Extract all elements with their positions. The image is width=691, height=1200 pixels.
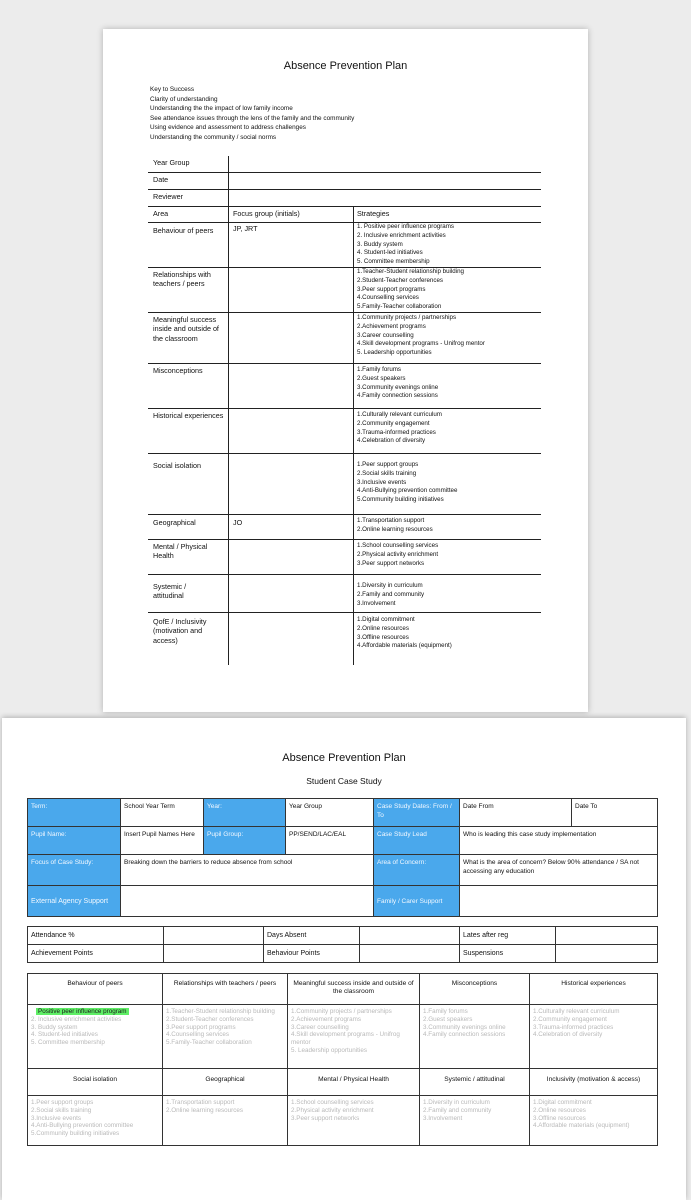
strategies-header: Strategies [357, 209, 390, 218]
area-heading: Behaviour of peers [28, 974, 163, 1005]
strategy: 3.Career counselling [291, 1023, 349, 1031]
strategy: 4.Anti-Bullying prevention committee [357, 487, 458, 495]
intro-line: See attendance issues through the lens of the family and the community [150, 114, 355, 122]
area-heading: Misconceptions [420, 974, 530, 1005]
strategy: 2.Achievement programs [291, 1015, 361, 1023]
strategy: 5. Leadership opportunities [291, 1046, 367, 1054]
strategy: 2. Inclusive enrichment activities [357, 231, 446, 239]
days-absent-value[interactable] [360, 927, 460, 945]
intro-line: Understanding the community / social norms [150, 133, 277, 141]
family-label: Family / Carer Support [374, 886, 460, 917]
area-name: Misconceptions [153, 366, 203, 375]
area-heading: Geographical [163, 1069, 288, 1096]
strategy: 4.Family connection sessions [423, 1031, 506, 1039]
strategy: 5.Family-Teacher collaboration [166, 1039, 252, 1047]
suspensions-value[interactable] [556, 945, 658, 963]
strategy: 2.Online resources [357, 624, 409, 632]
area-name: Meaningful success inside and outside of the classroom [153, 315, 219, 343]
reviewer-label: Reviewer [153, 192, 183, 201]
strategy: 4.Family connection sessions [357, 392, 438, 400]
focus-initials: JP, JRT [233, 224, 258, 233]
attendance-stats-table [27, 926, 658, 963]
strategy: 1.Digital commitment [357, 616, 415, 623]
strategy: 3.Peer support programs [357, 285, 426, 293]
strategy: 4.Affordable materials (equipment) [533, 1122, 630, 1130]
strategy: 3.Career counselling [357, 331, 414, 339]
behaviour-value[interactable] [360, 945, 460, 963]
term-value[interactable]: School Year Term [121, 799, 204, 827]
concern-value[interactable]: What is the area of concern? Below 90% attendance / SA not accessing any education [460, 855, 658, 886]
strategy: 1.School counselling services [291, 1099, 374, 1106]
strategy: 2.Family and community [423, 1106, 492, 1114]
area-name: QofE / Inclusivity (motivation and access) [153, 617, 207, 645]
strategy: 3.Community evenings online [357, 383, 439, 391]
strategy: 3.Trauma-informed practices [357, 428, 436, 436]
strategy: 2.Guest speakers [423, 1015, 473, 1023]
area-strategies [163, 1096, 288, 1146]
concern-label: Area of Concern: [374, 855, 460, 886]
dates-label: Case Study Dates: From / To [374, 799, 460, 827]
strategy: 1.Teacher-Student relationship building [166, 1008, 275, 1015]
strategy: 5. Committee membership [31, 1039, 105, 1047]
area-heading: Relationships with teachers / peers [163, 974, 288, 1005]
strategy: 5. Committee membership [357, 258, 430, 266]
area-name: Social isolation [153, 461, 201, 470]
strategy: 3.Inclusive events [357, 478, 407, 486]
case-study-title: Absence Prevention Plan [282, 752, 406, 764]
strategy: 1.Community projects / partnerships [357, 314, 457, 321]
date-from[interactable]: Date From [460, 799, 572, 827]
lates-value[interactable] [556, 927, 658, 945]
year-label: Year: [204, 799, 286, 827]
suspensions-label: Suspensions [460, 945, 556, 963]
strategy: 1.Culturally relevant curriculum [357, 411, 442, 418]
strategy: 4.Celebration of diversity [357, 437, 426, 445]
intro-line: Key to Success [150, 86, 195, 93]
area-heading: Social isolation [28, 1069, 163, 1096]
strategy: 1.Transportation support [166, 1099, 235, 1106]
area-heading: Systemic / attitudinal [420, 1069, 530, 1096]
strategy: 1.Family forums [357, 366, 402, 373]
strategy: 2.Student-Teacher conferences [357, 276, 443, 284]
strategy: 3.Offline resources [357, 633, 409, 641]
area-heading: Mental / Physical Health [288, 1069, 420, 1096]
strategy: 2. Inclusive enrichment activities [31, 1015, 122, 1023]
focus-label: Focus of Case Study: [28, 855, 121, 886]
strategy: 4.Celebration of diversity [533, 1031, 603, 1039]
case-study-subtitle: Student Case Study [306, 776, 382, 786]
year-value[interactable]: Year Group [286, 799, 374, 827]
strategy: 3.Community evenings online [423, 1023, 506, 1031]
strategy: 1.Teacher-Student relationship building [357, 268, 464, 275]
lates-label: Lates after reg [460, 927, 556, 945]
strategy: 5.Community building initiatives [357, 496, 444, 504]
strategy: 2.Community engagement [357, 419, 430, 427]
area-strategies [530, 1096, 658, 1146]
strategy: 1.Diversity in curriculum [357, 582, 423, 589]
area-heading: Inclusivity (motivation & access) [530, 1069, 658, 1096]
family-value[interactable] [460, 886, 658, 917]
area-strategies [288, 1005, 420, 1069]
area-name: Relationships with teachers / peers [153, 270, 211, 289]
strategy: 2.Social skills training [357, 469, 417, 477]
strategy: 3.Inclusive events [31, 1114, 82, 1122]
term-label: Term: [28, 799, 121, 827]
area-strategies [530, 1005, 658, 1069]
strategy: 4.Anti-Bullying prevention committee [31, 1122, 134, 1130]
strategy: 1.Peer support groups [31, 1099, 94, 1106]
strategy: 2.Family and community [357, 590, 425, 598]
date-to[interactable]: Date To [572, 799, 658, 827]
strategy: 3.Involvement [423, 1114, 463, 1122]
strategy: 1.Transportation support [357, 517, 425, 524]
area-strategies [420, 1005, 530, 1069]
area-strategies [163, 1005, 288, 1069]
strategy: 1. Positive peer influence programs [357, 223, 454, 230]
strategy: 2.Guest speakers [357, 374, 406, 382]
strategy: 4.Affordable materials (equipment) [357, 642, 452, 650]
area-name: Historical experiences [153, 411, 224, 420]
strategy: 3.Trauma-informed practices [533, 1023, 614, 1031]
plan-title: Absence Prevention Plan [283, 60, 408, 72]
highlighted-strategy: Positive peer influence program [38, 1008, 127, 1015]
strategy: 3.Offline resources [533, 1114, 586, 1122]
area-strategies [28, 1005, 163, 1069]
agency-label: External Agency Support [28, 886, 121, 917]
strategy: 1.Culturally relevant curriculum [533, 1008, 620, 1015]
attendance-value[interactable] [164, 927, 264, 945]
areas-table [27, 973, 658, 1146]
area-name: Mental / Physical Health [153, 542, 208, 561]
case-study-info-table [27, 798, 658, 917]
plan-page [103, 29, 588, 712]
days-absent-label: Days Absent [264, 927, 360, 945]
behaviour-label: Behaviour Points [264, 945, 360, 963]
strategy: 3.Peer support networks [291, 1114, 360, 1122]
strategy: 1.Peer support groups [357, 461, 419, 468]
strategy: 3. Buddy system [31, 1023, 78, 1031]
strategy: 1.Digital commitment [533, 1099, 592, 1106]
strategy: 5.Family-Teacher collaboration [357, 303, 442, 311]
strategy: 2.Social skills training [31, 1106, 92, 1114]
strategy-list [357, 366, 438, 401]
strategy: 3.Involvement [357, 599, 396, 607]
strategy: 1.School counselling services [357, 542, 439, 549]
strategy: 4. Student-led initiatives [31, 1031, 98, 1039]
focus-header: Focus group (initials) [233, 209, 300, 218]
intro-line: Clarity of understanding [150, 95, 218, 103]
strategy: 2.Online learning resources [166, 1106, 244, 1114]
strategy-list [357, 461, 457, 505]
lead-label: Case Study Lead [374, 827, 460, 855]
strategy-list [357, 223, 454, 267]
agency-value[interactable] [121, 886, 374, 917]
strategy-list [357, 411, 442, 446]
strategy: 4.Counselling services [357, 294, 419, 302]
area-name: Systemic / attitudinal [153, 582, 187, 601]
pupil-name-label: Pupil Name: [28, 827, 121, 855]
strategy: 2.Student-Teacher conferences [166, 1015, 254, 1023]
area-heading: Meaningful success inside and outside of the classroom [288, 974, 420, 1005]
strategy: 2.Achievement programs [357, 322, 426, 330]
pupil-name-value[interactable]: Insert Pupil Names Here [121, 827, 204, 855]
strategy: 4.Counselling services [166, 1031, 229, 1039]
strategy-list [357, 517, 433, 535]
strategy-list [357, 268, 464, 312]
intro-line: Using evidence and assessment to address challenges [150, 124, 306, 132]
strategy: 4. Student-led initiatives [357, 249, 423, 257]
area-strategies [288, 1096, 420, 1146]
year-group-label: Year Group [153, 158, 190, 167]
strategy-list [357, 582, 424, 608]
strategy: 5. Leadership opportunities [357, 349, 432, 357]
strategy: 1.Diversity in curriculum [423, 1099, 490, 1106]
focus-initials: JO [233, 518, 243, 527]
strategy: 2.Online resources [533, 1106, 586, 1114]
attendance-label: Attendance % [28, 927, 164, 945]
date-label: Date [153, 175, 169, 184]
strategy-list [357, 616, 452, 651]
area-header: Area [153, 209, 169, 218]
area-name: Geographical [153, 518, 196, 527]
focus-value[interactable]: Breaking down the barriers to reduce absence from school [121, 855, 374, 886]
area-strategies [420, 1096, 530, 1146]
pupil-group-value[interactable]: PP/SEND/LAC/EAL [286, 827, 374, 855]
case-study-page [2, 718, 686, 1200]
strategy: 4.Skill development programs - Unifrog mentor [291, 1031, 400, 1047]
plan-intro [150, 85, 354, 143]
pupil-group-label: Pupil Group: [204, 827, 286, 855]
strategy: 3. Buddy system [357, 240, 403, 248]
strategy: 5.Community building initiatives [31, 1130, 120, 1138]
strategy: 2.Physical activity enrichment [357, 550, 439, 558]
strategy: 4.Skill development programs - Unifrog mentor [357, 340, 485, 348]
strategy: 1.Community projects / partnerships [291, 1008, 392, 1015]
strategy: 2.Physical activity enrichment [291, 1106, 374, 1114]
strategy: 2.Online learning resources [357, 525, 433, 533]
intro-line: Understanding the the impact of low family income [150, 105, 293, 113]
area-name: Behaviour of peers [153, 226, 214, 235]
achievement-value[interactable] [164, 945, 264, 963]
achievement-label: Achievement Points [28, 945, 164, 963]
area-heading: Historical experiences [530, 974, 658, 1005]
strategy: 3.Peer support networks [357, 559, 425, 567]
area-strategies [28, 1096, 163, 1146]
strategy-list [357, 314, 485, 358]
strategy-list [357, 542, 438, 568]
lead-value[interactable]: Who is leading this case study implementation [460, 827, 658, 855]
strategy: 3.Peer support programs [166, 1023, 236, 1031]
strategy: 1.Family forums [423, 1008, 468, 1015]
strategy: 2.Community engagement [533, 1015, 607, 1023]
